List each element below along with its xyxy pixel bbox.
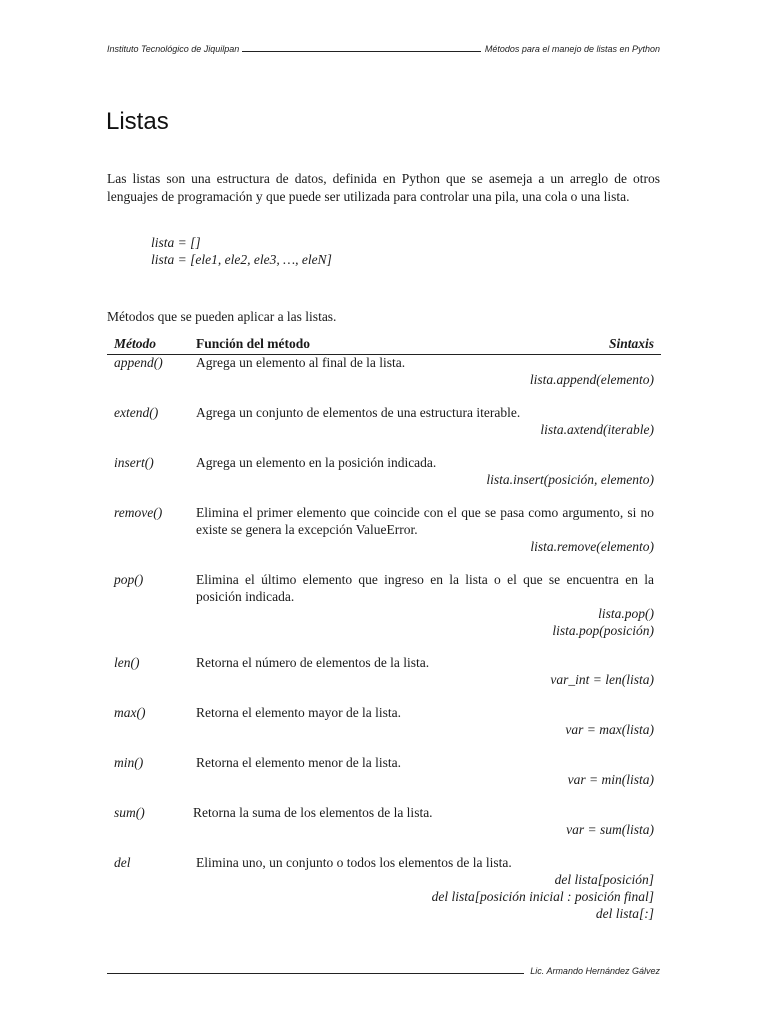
method-description: Elimina el último elemento que ingreso en la lista o el que se encuentra en la posición indicada.	[196, 572, 654, 604]
intro-paragraph: Las listas son una estructura de datos, definida en Python que se asemeja a un arreglo de otros lenguajes de programación y que puede ser utilizada para controlar una pila, una cola o una lista.	[107, 171, 660, 204]
method-name: del	[114, 855, 131, 870]
method-name: len()	[114, 655, 140, 670]
method-syntax: var = sum(lista)	[566, 822, 654, 837]
method-name: pop()	[114, 572, 144, 587]
method-syntax: lista.insert(posición, elemento)	[486, 472, 654, 487]
methods-table	[107, 336, 661, 921]
method-description: Retorna el elemento mayor de la lista.	[196, 705, 402, 720]
header-function: Función del método	[196, 336, 311, 351]
method-description: Agrega un elemento al final de la lista.	[196, 355, 406, 370]
header-method: Método	[114, 336, 156, 351]
method-syntax: del lista[:]	[595, 906, 654, 921]
method-name: max()	[114, 705, 146, 720]
method-syntax: lista.axtend(iterable)	[540, 422, 654, 437]
footer-author: Lic. Armando Hernández Gálvez	[530, 966, 660, 976]
table-header	[107, 336, 661, 355]
page-header	[107, 44, 660, 54]
method-name: insert()	[114, 455, 154, 470]
method-syntax: del lista[posición inicial : posición final]	[431, 889, 654, 904]
code-line: lista = []	[151, 235, 201, 250]
page-title: Listas	[106, 108, 169, 135]
method-description: Agrega un conjunto de elementos de una estructura iterable.	[196, 405, 521, 420]
method-description: Retorna el número de elementos de la lista.	[196, 655, 430, 670]
method-description: Elimina uno, un conjunto o todos los elementos de la lista.	[196, 855, 512, 870]
method-syntax: var_int = len(lista)	[550, 672, 654, 687]
footer-rule	[107, 973, 524, 974]
method-name: min()	[114, 755, 144, 770]
header-institution: Instituto Tecnológico de Jiquilpan	[107, 44, 240, 54]
method-name: sum()	[114, 805, 145, 820]
method-syntax: lista.append(elemento)	[529, 372, 654, 387]
method-description: Retorna el elemento menor de la lista.	[196, 755, 402, 770]
method-name: append()	[114, 355, 163, 370]
code-line: lista = [ele1, ele2, ele3, …, eleN]	[151, 252, 332, 267]
method-syntax: del lista[posición]	[554, 872, 654, 887]
method-description: Elimina el primer elemento que coincide con el que se pasa como argumento, si no existe se genera la excepción ValueError.	[196, 505, 654, 537]
code-example	[151, 234, 332, 268]
method-syntax: var = max(lista)	[565, 722, 654, 737]
method-description: Agrega un elemento en la posición indicada.	[196, 455, 437, 470]
methods-intro: Métodos que se pueden aplicar a las listas.	[107, 309, 337, 324]
header-document-title: Métodos para el manejo de listas en Python	[484, 44, 660, 54]
method-syntax: var = min(lista)	[567, 772, 654, 787]
header-rule	[242, 51, 481, 52]
method-syntax: lista.remove(elemento)	[530, 539, 654, 554]
method-name: remove()	[114, 505, 163, 520]
header-syntax: Sintaxis	[608, 336, 654, 351]
method-syntax: lista.pop(posición)	[552, 623, 654, 638]
page-footer	[107, 966, 660, 976]
method-description: Retorna la suma de los elementos de la lista.	[193, 805, 433, 820]
method-syntax: lista.pop()	[598, 606, 654, 621]
method-name: extend()	[114, 405, 159, 420]
